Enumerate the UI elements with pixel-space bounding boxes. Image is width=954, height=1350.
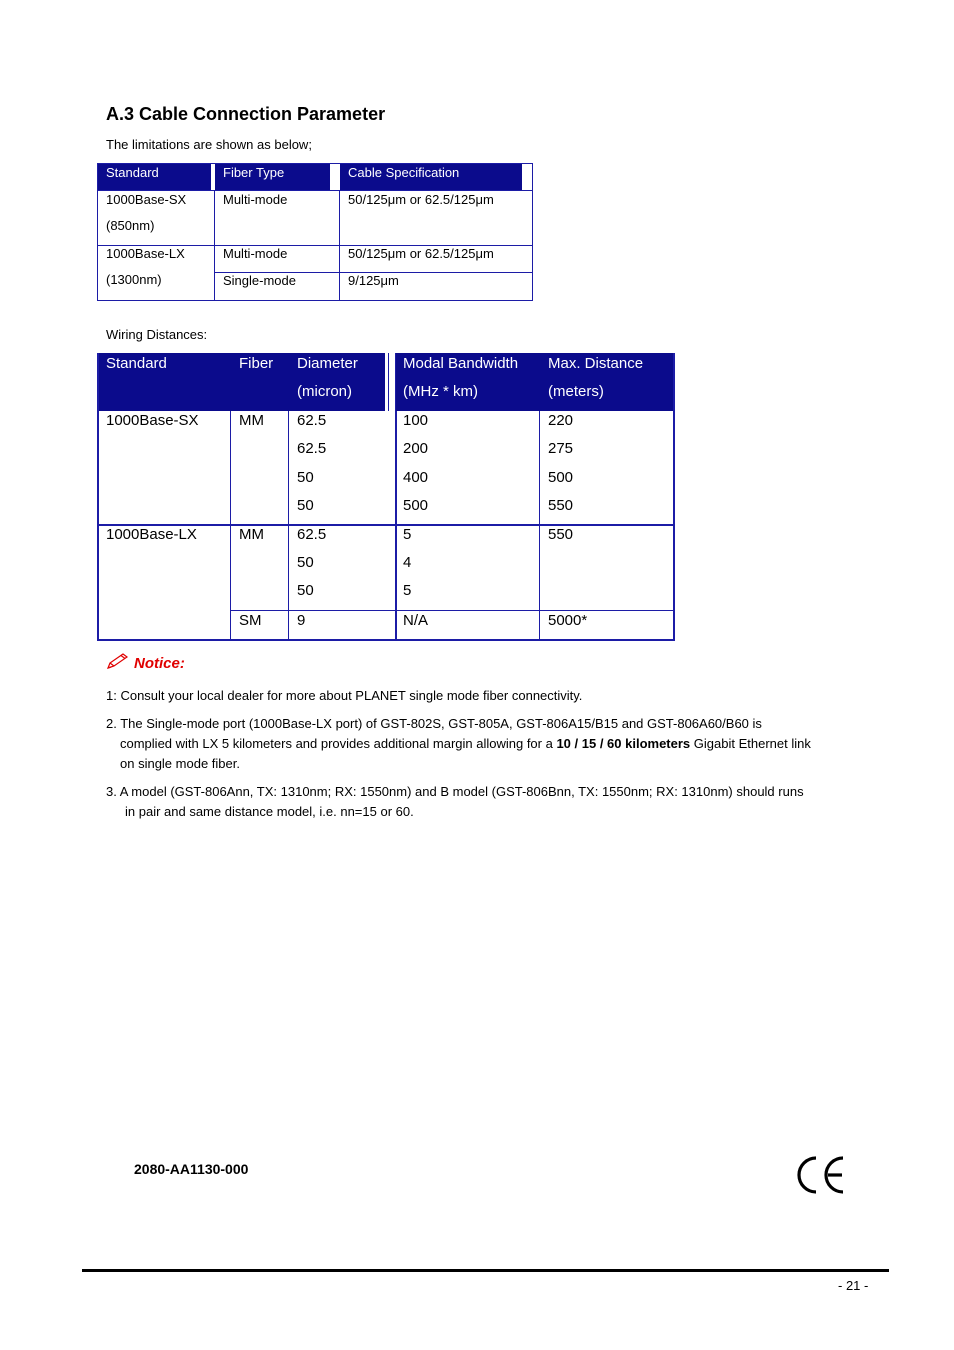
cell-cable-sx: 50/125μm or 62.5/125μm — [348, 192, 494, 207]
note-2-line-1: 2. The Single-mode port (1000Base-LX port) of GST-802S, GST-805A, GST-806A15/B15 and GST-806A60/B60 is — [106, 716, 762, 731]
wiring-distance-table — [97, 353, 675, 641]
cell-fiber-sx: MM — [239, 412, 264, 429]
note-2-bold: 10 / 15 / 60 kilometers — [556, 736, 691, 751]
header-cable-spec: Cable Specification — [340, 164, 522, 190]
header-distance-unit: (meters) — [548, 383, 604, 400]
document-number: 2080-AA1130-000 — [134, 1161, 249, 1177]
cell-cable-lx-mm: 50/125μm or 62.5/125μm — [348, 246, 494, 261]
cell-fiber-lx-sm: Single-mode — [223, 273, 296, 288]
cell-distance: 550 — [548, 497, 574, 514]
intro-text: The limitations are shown as below; — [106, 137, 312, 152]
cell-bandwidth: 100 — [403, 412, 429, 429]
divider — [97, 353, 99, 641]
header-standard: Standard — [98, 164, 211, 190]
header-fiber: Fiber — [239, 355, 274, 372]
divider — [395, 411, 397, 641]
cell-bandwidth: 4 — [403, 554, 412, 571]
cell-diameter: 50 — [297, 582, 314, 599]
cell-bandwidth-sm: N/A — [403, 612, 429, 629]
cell-wavelength-sx: (850nm) — [106, 218, 155, 233]
note-2 — [106, 714, 886, 774]
cell-bandwidth: 5 — [403, 526, 412, 543]
header-diameter-unit: (micron) — [297, 383, 352, 400]
divider — [97, 639, 675, 641]
cell-diameter: 50 — [297, 497, 314, 514]
divider — [388, 353, 389, 411]
divider — [288, 411, 289, 641]
note-3-line-2: in pair and same distance model, i.e. nn=15 or 60. — [125, 804, 414, 819]
header-diameter: Diameter — [297, 355, 358, 372]
footer-rule — [82, 1269, 889, 1272]
header-gap — [385, 353, 395, 411]
cell-distance: 220 — [548, 412, 574, 429]
note-2-text: complied with LX 5 kilometers and provides additional margin allowing for a — [120, 736, 557, 751]
note-3 — [106, 782, 886, 822]
ce-mark-icon — [794, 1154, 846, 1196]
cell-distance: 550 — [548, 526, 574, 543]
divider — [539, 411, 540, 641]
note-1: 1: Consult your local dealer for more about PLANET single mode fiber connectivity. — [106, 688, 583, 703]
cell-fiber-lx: MM — [239, 526, 264, 543]
cell-bandwidth: 400 — [403, 469, 429, 486]
divider — [230, 411, 231, 641]
pencil-icon — [106, 652, 130, 674]
table-border — [97, 163, 533, 301]
cell-diameter: 50 — [297, 554, 314, 571]
cable-spec-table — [97, 163, 533, 301]
header-bandwidth: Modal Bandwidth — [403, 355, 519, 372]
note-2-line-2 — [106, 734, 886, 754]
notice-heading — [106, 652, 185, 674]
divider — [97, 190, 533, 191]
cell-cable-lx-sm: 9/125μm — [348, 273, 399, 288]
header-distance: Max. Distance — [548, 355, 644, 372]
note-2-line-3: on single mode fiber. — [120, 756, 240, 771]
cell-diameter: 62.5 — [297, 526, 327, 543]
wiring-distances-label: Wiring Distances: — [106, 327, 208, 342]
cell-diameter-sm: 9 — [297, 612, 306, 629]
notice-title: Notice: — [134, 654, 185, 672]
cell-bandwidth: 200 — [403, 440, 429, 457]
cell-diameter: 62.5 — [297, 440, 327, 457]
cell-fiber-sx: Multi-mode — [223, 192, 288, 207]
cell-standard-lx: 1000Base-LX — [106, 526, 197, 543]
cell-standard-sx: 1000Base-SX — [106, 412, 199, 429]
divider — [673, 353, 675, 641]
header-fiber-type: Fiber Type — [215, 164, 330, 190]
divider — [230, 610, 675, 611]
cell-distance: 275 — [548, 440, 574, 457]
header-standard: Standard — [106, 355, 167, 372]
cell-diameter: 62.5 — [297, 412, 327, 429]
cell-bandwidth: 500 — [403, 497, 429, 514]
note-2-text: Gigabit Ethernet link — [690, 736, 811, 751]
note-3-line-1: 3. A model (GST-806Ann, TX: 1310nm; RX: 1550nm) and B model (GST-806Bnn, TX: 1550nm; RX: 1310nm) should runs — [106, 784, 804, 799]
section-heading: A.3 Cable Connection Parameter — [106, 104, 386, 124]
page-number: - 21 - — [838, 1278, 869, 1293]
cell-wavelength-lx: (1300nm) — [106, 272, 162, 287]
cell-standard-lx: 1000Base-LX — [106, 246, 185, 261]
header-bandwidth-unit: (MHz * km) — [403, 383, 478, 400]
cell-bandwidth: 5 — [403, 582, 412, 599]
cell-fiber-sm: SM — [239, 612, 262, 629]
cell-diameter: 50 — [297, 469, 314, 486]
divider — [339, 191, 340, 301]
divider — [214, 191, 215, 301]
divider — [395, 353, 396, 411]
cell-standard-sx: 1000Base-SX — [106, 192, 187, 207]
cell-distance: 500 — [548, 469, 574, 486]
cell-fiber-lx-mm: Multi-mode — [223, 246, 288, 261]
cell-distance-sm: 5000* — [548, 612, 588, 629]
